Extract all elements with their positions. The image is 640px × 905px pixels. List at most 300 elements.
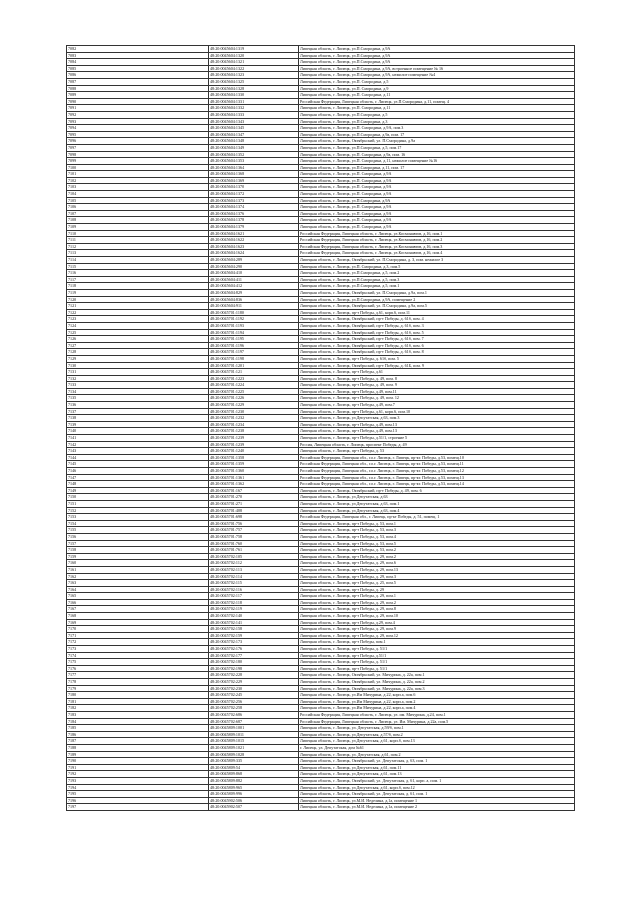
cadastral-number-cell: 48:20:0045604:1323 [209,72,299,79]
address-cell: Липецкая область, г. Липецк, ул.Депутатская, д.63 [299,494,575,501]
address-cell: Липецкая область, г. Липецк, пр-т Победы, д. 29, пом.12 [299,632,575,639]
table-row [67,303,575,310]
cadastral-number-cell: 48:20:0045701:1358 [209,454,299,461]
cadastral-number-cell: 48:20:0045701:1239 [209,441,299,448]
address-cell: Российская Федерация, Липецкая обл., г.о.г. Липецк, г. Липецк, пр-кт. Победы, д.53, помещ.12 [299,468,575,475]
cadastral-number-cell: 48:20:0045604:1376 [209,210,299,217]
table-row [67,487,575,494]
address-cell: Липецкая область, г. Липецк, пр-т Победы, д. 53, пом.4 [299,533,575,540]
row-number-cell: 7177 [67,672,209,679]
cadastral-number-cell: 48:20:0045701:1362 [209,481,299,488]
address-cell: Липецкая область, г. Липецк, ул.Депутатская, д.63, пом.3 [299,415,575,422]
cadastral-number-cell: 48:20:0045809:996 [209,791,299,798]
address-cell: Липецкая область, г. Липецк, пр-т Победы, д. 25, пом.5 [299,580,575,587]
address-cell: Россия, Липецкая область, г. Липецк, проспект Победы, д. 49 [299,441,575,448]
address-cell: Липецкая область, г. Липецк, пр-т Победы, д. 49, пом. 9 [299,382,575,389]
table-row [67,349,575,356]
row-number-cell: 7189 [67,751,209,758]
address-cell: Липецкая область, г. Липецк, пр-т Победы, д. 29, пом.3 [299,573,575,580]
cadastral-number-cell: 48:20:0045604:1319 [209,46,299,53]
cadastral-number-cell: 48:20:0045701:1196 [209,342,299,349]
row-number-cell: 7129 [67,355,209,362]
table-row [67,448,575,455]
table-row [67,78,575,85]
table-row [67,547,575,554]
table-row [67,639,575,646]
table-row [67,395,575,402]
table-row [67,46,575,53]
table-row [67,474,575,481]
table-row [67,131,575,138]
address-cell: Липецкая область, г. Липецк, Октябрьский, ул. Мичурина, д. 22а, пом.3 [299,685,575,692]
address-cell: Липецкая область, г. Липецк, Октябрьский, ул. П.Смородина, д. 3, пом. нежилое 3 [299,257,575,264]
table-row [67,725,575,732]
address-cell: Липецкая область, г. Липецк, пр-т Победы, д.61 [299,369,575,376]
cadastral-number-cell: 48:20:0045701:758 [209,533,299,540]
row-number-cell: 7197 [67,804,209,811]
table-row [67,217,575,224]
table-row [67,408,575,415]
table-row [67,65,575,72]
table-row [67,626,575,633]
row-number-cell: 7124 [67,322,209,329]
address-cell: Липецкая область, г. Липецк, ул.М.И. Неделина, д.1а, помещение 1 [299,797,575,804]
table-row [67,613,575,620]
row-number-cell: 7133 [67,382,209,389]
address-cell: Липецкая область, г. Липецк, ул.П.Смородина, д.9А, встроенное помещение № 16 [299,65,575,72]
address-cell: Липецкая область, г. Липецк, пр-т Победы, д. 53 [299,448,575,455]
address-cell: Липецкая область, г. Липецк, пр-т Победы, д.61, корп.6, пом.11 [299,309,575,316]
table-row [67,158,575,165]
row-number-cell: 7181 [67,698,209,705]
cadastral-number-cell: 48:20:0045702:113 [209,566,299,573]
cadastral-number-cell: 48:20:0045701:1239 [209,435,299,442]
table-row [67,138,575,145]
address-cell: Липецкая область, г. Липецк, пр-т Победы, д. 29, пом.10 [299,613,575,620]
row-number-cell: 7150 [67,494,209,501]
row-number-cell: 7105 [67,197,209,204]
address-cell: Липецкая область, г. Липецк, ул.П. Смородина, д.11 [299,105,575,112]
table-row [67,711,575,718]
address-cell: Липецкая область, г. Липецк, ул.П. Смородина, д.11 [299,92,575,99]
cadastral-number-cell: 48:20:0045604:1328 [209,85,299,92]
address-cell: Липецкая область, г. Липецк, ул.Им Мичурина, д.22, корп.а, пом.4 [299,705,575,712]
row-number-cell: 7119 [67,289,209,296]
table-row [67,580,575,587]
cadastral-number-cell: 48:20:0045604:411 [209,276,299,283]
table-row [67,289,575,296]
row-number-cell: 7130 [67,362,209,369]
address-cell: Липецкая область, г. Липецк, ул.Депутатская, д.57/б, пом.2 [299,731,575,738]
cadastral-number-cell: 48:20:0045701:1192 [209,316,299,323]
row-number-cell: 7190 [67,758,209,765]
table-row [67,454,575,461]
address-cell: Российская Федерация, Липецкая обл., г.о.г. Липецк, г. Липецк, пр-кт. Победы, д.53, помещ.13 [299,474,575,481]
table-row [67,118,575,125]
address-cell: Липецкая область, г. Липецк, пр-т Победы, д. 29, пом.6 [299,560,575,567]
row-number-cell: 7113 [67,250,209,257]
table-row [67,263,575,270]
cadastral-number-cell: 48:20:0045902:507 [209,804,299,811]
cadastral-number-cell: 48:20:0045701:1234 [209,421,299,428]
cadastral-number-cell: 48:20:0045604:829 [209,289,299,296]
row-number-cell: 7147 [67,474,209,481]
table-row [67,428,575,435]
row-number-cell: 7185 [67,725,209,732]
row-number-cell: 7109 [67,224,209,231]
cadastral-number-cell: 48:20:0045701:757 [209,527,299,534]
row-number-cell: 7178 [67,679,209,686]
cadastral-number-cell: 48:20:0045702:687 [209,718,299,725]
cadastral-number-cell: 48:20:0045701:121 [209,369,299,376]
table-row [67,672,575,679]
row-number-cell: 7093 [67,118,209,125]
address-cell: Липецкая область, г. Липецк, пр-т Победы, д. 29 [299,586,575,593]
table-row [67,500,575,507]
register-table [66,45,575,811]
table-row [67,461,575,468]
row-number-cell: 7104 [67,191,209,198]
address-cell: Липецкая область, г. Липецк, Октябрьский, пр-т Победы, д. 61б, пом. 5 [299,329,575,336]
row-number-cell: 7088 [67,85,209,92]
row-number-cell: 7122 [67,309,209,316]
address-cell: Липецкая область, г. Липецк, пр-т Победы, д. 49, пом. 8 [299,375,575,382]
table-row [67,533,575,540]
row-number-cell: 7114 [67,257,209,264]
cadastral-number-cell: 48:20:0045701:1232 [209,415,299,422]
row-number-cell: 7165 [67,593,209,600]
address-cell: Российская Федерация, Липецкая область, г. Липецк, ул.Космонавтов, д.16, пом.1 [299,230,575,237]
address-cell: Липецкая область, г. Липецк, Октябрьский, ул. Мичурина, д. 22а, пом.1 [299,672,575,679]
table-row [67,421,575,428]
row-number-cell: 7108 [67,217,209,224]
table-row [67,144,575,151]
address-cell: Липецкая область, г. Липецк, ул.П.Смородина, д.9А [299,197,575,204]
cadastral-number-cell: 48:20:0045604:1378 [209,217,299,224]
table-row [67,329,575,336]
address-cell: Липецкая область, г. Липецк, пр-т Победы, д. 29, пом.2 [299,599,575,606]
address-cell: Липецкая область, г. Липецк, ул.П.Смородина, д.5, пом.1 [299,283,575,290]
row-number-cell: 7085 [67,65,209,72]
table-row [67,566,575,573]
cadastral-number-cell: 48:20:0045809:1015 [209,738,299,745]
row-number-cell: 7096 [67,138,209,145]
cadastral-number-cell: 48:20:0045702:112 [209,560,299,567]
cadastral-number-cell: 48:20:0045604:1369 [209,177,299,184]
table-row [67,665,575,672]
row-number-cell: 7091 [67,105,209,112]
row-number-cell: 7155 [67,527,209,534]
row-number-cell: 7116 [67,270,209,277]
cadastral-number-cell: 48:20:0045701:1225 [209,388,299,395]
address-cell: Липецкая область, г. Липецк, ул.П. Смородина, д.9А [299,184,575,191]
table-row [67,632,575,639]
cadastral-number-cell: 48:20:0045902:506 [209,797,299,804]
address-cell: Липецкая область, г. Липецк, ул.П. Смородина, д.11, нежилое помещение №16 [299,158,575,165]
row-number-cell: 7125 [67,329,209,336]
address-cell: Российская Федерация, Липецкая обл., г.о.г. Липецк, г. Липецк, пр-кт. Победы, д.53, помещ.10 [299,454,575,461]
row-number-cell: 7142 [67,441,209,448]
cadastral-number-cell: 48:20:0045809:335 [209,758,299,765]
address-cell: Липецкая область, г. Липецк, пр-т Победы, д. 51/1 [299,665,575,672]
row-number-cell: 7127 [67,342,209,349]
cadastral-number-cell: 48:20:0045702:118 [209,599,299,606]
row-number-cell: 7121 [67,303,209,310]
address-cell: Липецкая область, г. Липецк, пр-т Победы, д. 53, пом.5 [299,540,575,547]
table-row [67,441,575,448]
register-table-body [67,46,575,811]
table-row [67,237,575,244]
cadastral-number-cell: 48:20:0045604:290 [209,263,299,270]
address-cell: Липецкая область, г. Липецк, ул.П. Смородина, д.9А [299,177,575,184]
row-number-cell: 7131 [67,369,209,376]
cadastral-number-cell: 48:20:0045604:1364 [209,164,299,171]
cadastral-number-cell: 48:20:0045702:230 [209,685,299,692]
table-row [67,751,575,758]
row-number-cell: 7098 [67,151,209,158]
table-row [67,764,575,771]
row-number-cell: 7137 [67,408,209,415]
address-cell: Российская Федерация, Липецкая область, г. Липецк, ул. Им. Мичурина, д.22а, пом.5 [299,718,575,725]
cadastral-number-cell: 48:20:0045701:761 [209,547,299,554]
cadastral-number-cell: 48:20:0045809:965 [209,784,299,791]
cadastral-number-cell: 48:20:0045701:1223 [209,375,299,382]
address-cell: Липецкая область, г. Липецк, ул.Депутатская, д.61, пом.11 [299,764,575,771]
cadastral-number-cell: 48:20:0045604:1372 [209,191,299,198]
row-number-cell: 7139 [67,421,209,428]
row-number-cell: 7143 [67,448,209,455]
cadastral-number-cell: 48:20:0045809:1021 [209,744,299,751]
row-number-cell: 7097 [67,144,209,151]
cadastral-number-cell: 48:20:0045701:760 [209,540,299,547]
table-row [67,322,575,329]
table-row [67,692,575,699]
address-cell: Липецкая область, г. Липецк, ул.П.Смородина, д.9А, помещение 2 [299,296,575,303]
address-cell: Российская Федерация, Липецкая обл., г. Липецк, пр-кт Победы, д. 51, помещ. 1 [299,514,575,521]
cadastral-number-cell: 48:20:0045702:228 [209,672,299,679]
table-row [67,72,575,79]
row-number-cell: 7141 [67,435,209,442]
cadastral-number-cell: 48:20:0045604:1623 [209,243,299,250]
address-cell: Липецкая область, г. Липецк, пр-т Победы, д. 49, пом. 12 [299,395,575,402]
address-cell: Липецкая область, г. Липецк, пр-т Победы, д.49, пом.11 [299,388,575,395]
cadastral-number-cell: 48:20:0045701:1201 [209,362,299,369]
row-number-cell: 7145 [67,461,209,468]
cadastral-number-cell: 48:20:0045604:836 [209,296,299,303]
cadastral-number-cell: 48:20:0045604:1331 [209,98,299,105]
address-cell: Липецкая область, г. Липецк, пр-т Победы, д.49, пом.13 [299,421,575,428]
row-number-cell: 7132 [67,375,209,382]
table-row [67,481,575,488]
row-number-cell: 7120 [67,296,209,303]
cadastral-number-cell: 48:20:0045702:140 [209,613,299,620]
row-number-cell: 7162 [67,573,209,580]
cadastral-number-cell: 48:20:0045604:1320 [209,52,299,59]
row-number-cell: 7106 [67,204,209,211]
row-number-cell: 7112 [67,243,209,250]
cadastral-number-cell: 48:20:0045604:1379 [209,224,299,231]
table-row [67,177,575,184]
table-row [67,797,575,804]
address-cell: Липецкая область, г. Липецк, пр-т Победы, д. 29, пом.2 [299,553,575,560]
row-number-cell: 7157 [67,540,209,547]
address-cell: Липецкая область, г. Липецк, Октябрьский, ул. П.Смородина, д.9а, пом.5 [299,303,575,310]
cadastral-number-cell: 48:20:0045604:1373 [209,197,299,204]
table-row [67,540,575,547]
cadastral-number-cell: 48:20:0045702:198 [209,665,299,672]
table-row [67,375,575,382]
cadastral-number-cell: 48:20:0045604:1332 [209,105,299,112]
address-cell: Липецкая область, г. Липецк, ул.П. Смородина, д.9А [299,171,575,178]
address-cell: Липецкая область, г. Липецк, ул.П.Смородина, д.11, пом. 17 [299,164,575,171]
address-cell: Липецкая область, г. Липецк, ул. Депутатская, д.61, пом.2 [299,751,575,758]
table-row [67,250,575,257]
row-number-cell: 7136 [67,402,209,409]
table-row [67,184,575,191]
cadastral-number-cell: 48:20:0045701:408 [209,507,299,514]
address-cell: Липецкая область, г. Липецк, Октябрьский, пр-т Победы, д. 49, пом. 6 [299,487,575,494]
row-number-cell: 7115 [67,263,209,270]
table-row [67,652,575,659]
address-cell: Липецкая область, г. Липецк, Октябрьский, пр-т Победы, д. 61б, пом. 7 [299,336,575,343]
table-row [67,230,575,237]
address-cell: Липецкая область, г. Липецк, пр-т Победы, д. 29, пом.9 [299,626,575,633]
row-number-cell: 7186 [67,731,209,738]
cadastral-number-cell: 48:20:0045701:1230 [209,408,299,415]
cadastral-number-cell: 48:20:0045702:159 [209,632,299,639]
address-cell: Липецкая область, г. Липецк, Октябрьский, ул. П.Смородина, д.9а, пом.1 [299,289,575,296]
cadastral-number-cell: 48:20:0045702:173 [209,639,299,646]
table-row [67,731,575,738]
address-cell: Липецкая область, г. Липецк, ул.Депутатская, д.63, пом.1 [299,500,575,507]
cadastral-number-cell: 48:20:0045809:1028 [209,751,299,758]
table-row [67,125,575,132]
address-cell: Липецкая область, г. Липецк, пр-т Победы, д.51/1, строение 5 [299,435,575,442]
row-number-cell: 7135 [67,395,209,402]
address-cell: Липецкая область, г. Липецк, пр-т Победы, д. 53, пом.3 [299,527,575,534]
cadastral-number-cell: 48:20:0045604:1621 [209,230,299,237]
address-cell: Липецкая область, г. Липецк, ул.Депутатская, д.63, пом.4 [299,507,575,514]
cadastral-number-cell: 48:20:0045604:410 [209,270,299,277]
row-number-cell: 7092 [67,111,209,118]
cadastral-number-cell: 48:20:0045701:1194 [209,329,299,336]
row-number-cell: 7171 [67,632,209,639]
cadastral-number-cell: 48:20:0045701:756 [209,520,299,527]
table-row [67,599,575,606]
table-row [67,573,575,580]
address-cell: Российская Федерация, Липецкая область, г. Липецк, ул. им. Мичурина, д.24, пом.1 [299,711,575,718]
address-cell: Липецкая область, г. Липецк, ул.П. Смородина, д.9А [299,224,575,231]
address-cell: Липецкая область, г. Липецк, Октябрьский, ул. П.Смородина, д.9а [299,138,575,145]
table-row [67,111,575,118]
cadastral-number-cell: 48:20:0045702:116 [209,586,299,593]
address-cell: Липецкая область, г. Липецк, Октябрьский, ул. Мичурина, д. 22а, пом.2 [299,679,575,686]
address-cell: Липецкая область, г. Липецк, Октябрьский, пр-т Победы, д. 61б, пом. 3 [299,322,575,329]
address-cell: Липецкая область, г. Липецк, ул.П. Смородина, д.9А [299,210,575,217]
address-cell: Липецкая область, г. Липецк, пр-т Победы, д.61, корп.6, пом.10 [299,408,575,415]
cadastral-number-cell: 48:20:0045701:1226 [209,395,299,402]
cadastral-number-cell: 48:20:0045701:1197 [209,349,299,356]
table-row [67,309,575,316]
table-row [67,388,575,395]
cadastral-number-cell: 48:20:0045604:1343 [209,118,299,125]
cadastral-number-cell: 48:20:0045701:1195 [209,336,299,343]
table-row [67,151,575,158]
row-number-cell: 7163 [67,580,209,587]
address-cell: Липецкая область, г. Липецк, пр-т Победы, д. 53, пом.1 [299,520,575,527]
address-cell: Липецкая область, г. Липецк, пр-т Победы, д. 51/1 [299,659,575,666]
address-cell: Липецкая область, г. Липецк, ул.П. Смородина, д.3, пом.5 [299,263,575,270]
row-number-cell: 7196 [67,797,209,804]
address-cell: Липецкая область, г. Липецк, Октябрьский, ул. Депутатская, д. 61, пом. 1 [299,791,575,798]
cadastral-number-cell: 48:20:0045702:119 [209,606,299,613]
cadastral-number-cell: 48:20:0045604:1368 [209,171,299,178]
cadastral-number-cell: 48:20:0045702:686 [209,711,299,718]
table-row [67,98,575,105]
row-number-cell: 7179 [67,685,209,692]
address-cell: Липецкая область, г. Липецк, ул.П.Смородина, д.5 [299,111,575,118]
address-cell: Липецкая область, г. Липецк, ул.Депутатская, д.61, корп.б, пом.12 [299,784,575,791]
row-number-cell: 7123 [67,316,209,323]
address-cell: Липецкая область, г. Липецк, пр-т Победы, д.51/1 [299,652,575,659]
address-cell: Российская Федерация, Липецкая обл., г.о.г. Липецк, г. Липецк, пр-кт. Победы, д.53, помещ.11 [299,461,575,468]
table-row [67,507,575,514]
row-number-cell: 7184 [67,718,209,725]
row-number-cell: 7170 [67,626,209,633]
table-row [67,744,575,751]
address-cell: Липецкая область, г. Липецк, пр-т Победы, д. 61б, пом. 5 [299,355,575,362]
cadastral-number-cell: 48:20:0045604:1333 [209,111,299,118]
row-number-cell: 7100 [67,164,209,171]
table-row [67,698,575,705]
address-cell: Липецкая область, г. Липецк, ул.М.И. Неделина, д.1а, помещение 2 [299,804,575,811]
address-cell: Липецкая область, г. Липецк, Октябрьский, пр-т Победы, д. 61б, пом. 4 [299,316,575,323]
cadastral-number-cell: 48:20:0045809:1011 [209,731,299,738]
cadastral-number-cell: 48:20:0045604:1347 [209,131,299,138]
cadastral-number-cell: 48:20:0045604:911 [209,303,299,310]
address-cell: Липецкая область, г. Липецк, ул.П.Смородина, д.9а, пом. 17 [299,131,575,138]
table-row [67,59,575,66]
cadastral-number-cell: 48:20:0045702:180 [209,659,299,666]
table-row [67,270,575,277]
row-number-cell: 7117 [67,276,209,283]
cadastral-number-cell: 48:20:0045604:1321 [209,59,299,66]
row-number-cell: 7148 [67,481,209,488]
address-cell: Российская Федерация, Липецкая область, г. Липецк, ул.Космонавтов, д.16, пом.2 [299,237,575,244]
address-cell: Липецкая область, г. Липецк, Октябрьский, пр-т Победы, д. 61б, пом. 6 [299,342,575,349]
row-number-cell: 7175 [67,659,209,666]
table-row [67,646,575,653]
row-number-cell: 7195 [67,791,209,798]
table-row [67,369,575,376]
row-number-cell: 7161 [67,566,209,573]
cadastral-number-cell: 48:20:0045701:1238 [209,428,299,435]
address-cell: Липецкая область, г. Липецк, ул.П.Смородина, д.9А, нежилое помещение №4 [299,72,575,79]
row-number-cell: 7172 [67,639,209,646]
cadastral-number-cell: 48:20:0045702:141 [209,619,299,626]
table-row [67,283,575,290]
address-cell: Липецкая область, г. Липецк, ул.Им Мичурина, д.22, корп.а, пом.6 [299,692,575,699]
address-cell: Российская Федерация, Липецкая область, г. Липецк, ул.Космонавтов, д.16, пом.4 [299,250,575,257]
address-cell: Липецкая область, г. Липецк, ул.П. Смородина, д.5 [299,78,575,85]
row-number-cell: 7151 [67,500,209,507]
table-row [67,606,575,613]
table-row [67,791,575,798]
cadastral-number-cell: 48:20:0045702:105 [209,553,299,560]
table-row [67,758,575,765]
row-number-cell: 7083 [67,52,209,59]
table-row [67,171,575,178]
